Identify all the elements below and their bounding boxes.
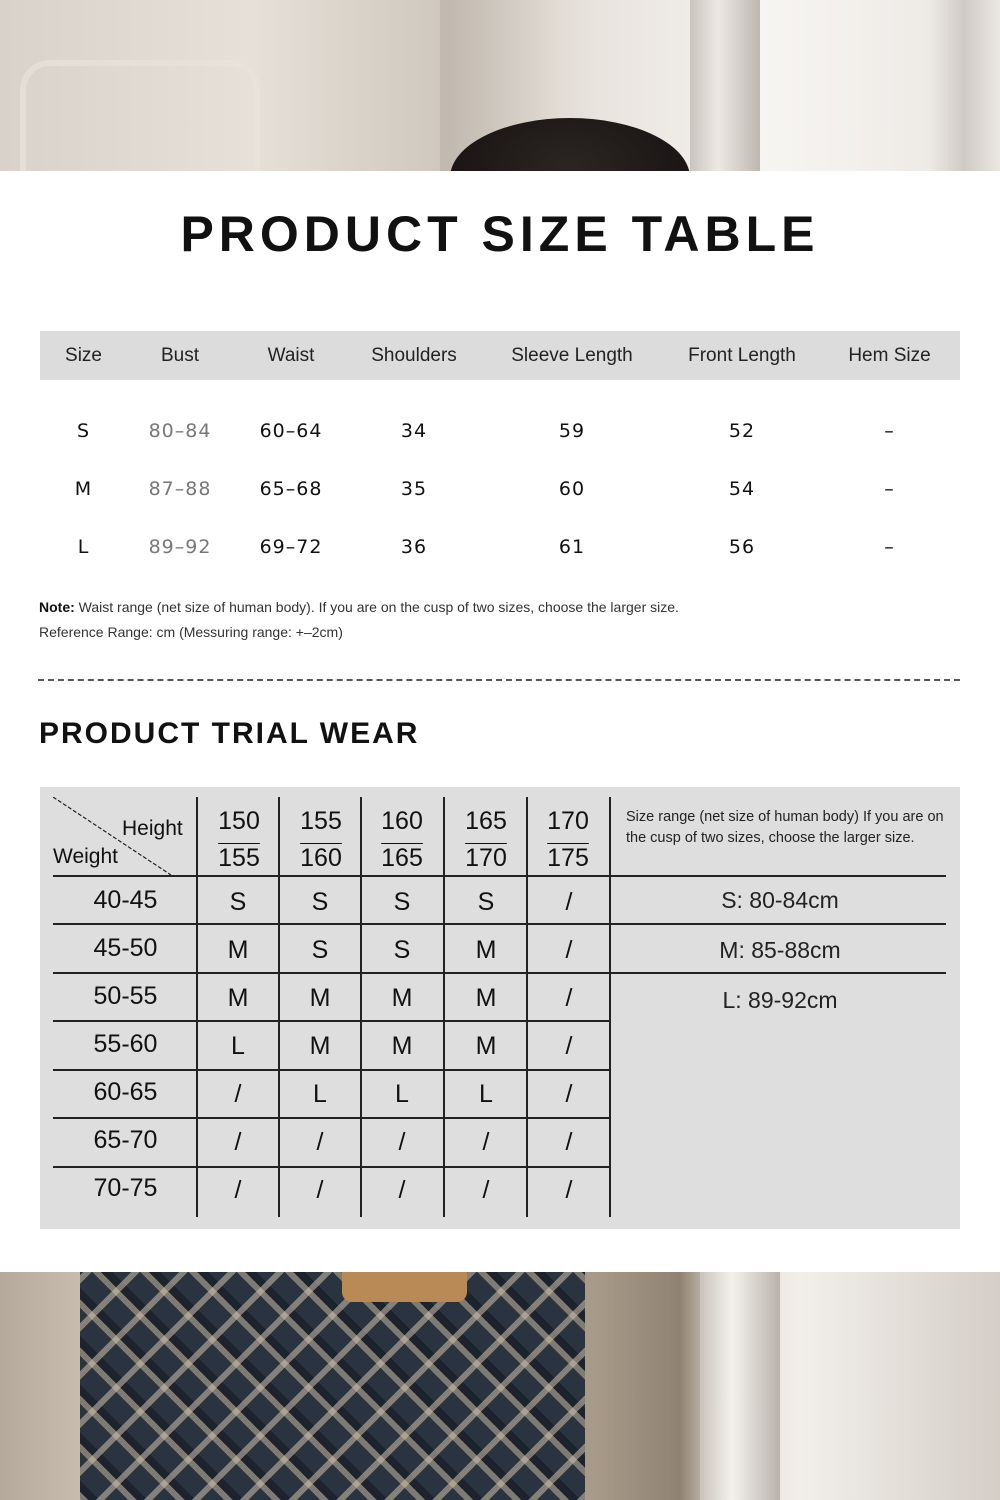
height-to: 155 bbox=[218, 844, 260, 872]
size-cell: / bbox=[565, 984, 573, 1012]
weight-cell: 70-75 bbox=[93, 1174, 158, 1202]
size-cell: M bbox=[475, 984, 497, 1012]
grid-line bbox=[53, 1020, 610, 1022]
height-to: 165 bbox=[381, 844, 423, 872]
height-label: Height bbox=[122, 817, 183, 840]
size-cell: S bbox=[393, 936, 411, 964]
size-cell: M bbox=[227, 984, 249, 1012]
size-cell: L bbox=[395, 1080, 409, 1108]
header-shoulders: Shoulders bbox=[371, 344, 457, 366]
size-cell: L bbox=[313, 1080, 327, 1108]
page-title: PRODUCT SIZE TABLE bbox=[180, 206, 820, 262]
grid-line bbox=[53, 1166, 610, 1168]
header-front-length: Front Length bbox=[688, 344, 796, 366]
size-cell: L bbox=[231, 1032, 245, 1060]
cell-bust: 87–88 bbox=[148, 478, 212, 500]
size-cell: S bbox=[311, 936, 329, 964]
weight-cell: 55-60 bbox=[93, 1030, 158, 1058]
size-cell: / bbox=[234, 1080, 242, 1108]
height-column-header bbox=[280, 803, 362, 877]
model-photo-top bbox=[0, 0, 1000, 171]
cell-hem-size: – bbox=[884, 478, 895, 500]
size-cell: S bbox=[477, 888, 495, 916]
header-size: Size bbox=[65, 344, 102, 366]
model-photo-bottom bbox=[0, 1272, 1000, 1500]
cell-waist: 60–64 bbox=[259, 420, 323, 442]
grid-line bbox=[53, 1117, 610, 1119]
header-bust: Bust bbox=[160, 344, 200, 366]
size-cell: / bbox=[398, 1128, 406, 1156]
height-column-header bbox=[445, 803, 527, 877]
size-cell: M bbox=[391, 1032, 413, 1060]
size-table bbox=[40, 331, 960, 576]
height-from: 155 bbox=[300, 807, 342, 835]
height-to: 170 bbox=[465, 844, 507, 872]
weight-cell: 60-65 bbox=[93, 1078, 158, 1106]
cell-sleeve-length: 61 bbox=[558, 536, 586, 558]
size-cell: M bbox=[475, 936, 497, 964]
height-from: 160 bbox=[381, 807, 423, 835]
grid-line bbox=[53, 875, 946, 877]
grid-line bbox=[53, 972, 946, 974]
section-title: PRODUCT TRIAL WEAR bbox=[39, 717, 420, 750]
size-cell: S bbox=[311, 888, 329, 916]
cell-hem-size: – bbox=[884, 420, 895, 442]
window-frame bbox=[690, 0, 760, 171]
door-post bbox=[700, 1272, 780, 1500]
size-cell: / bbox=[234, 1176, 242, 1204]
size-range-note: Size range (net size of human body) If you are on the cusp of two sizes, choose the larger size. bbox=[626, 809, 944, 846]
size-cell: / bbox=[316, 1176, 324, 1204]
header-waist: Waist bbox=[267, 344, 315, 366]
size-cell: / bbox=[482, 1128, 490, 1156]
cell-size: L bbox=[77, 536, 90, 558]
note-text: Waist range (net size of human body). If you are on the cusp of two sizes, choose the larger size. bbox=[74, 599, 679, 615]
size-cell: / bbox=[565, 1128, 573, 1156]
header-sleeve-length: Sleeve Length bbox=[511, 344, 633, 366]
size-cell: M bbox=[227, 936, 249, 964]
cell-shoulders: 34 bbox=[400, 420, 428, 442]
window-light bbox=[760, 0, 1000, 171]
cell-bust: 80–84 bbox=[148, 420, 212, 442]
cell-hem-size: – bbox=[884, 536, 895, 558]
size-cell: / bbox=[565, 936, 573, 964]
size-note bbox=[39, 595, 679, 645]
bust-range-l: L: 89-92cm bbox=[722, 987, 838, 1013]
weight-cell: 50-55 bbox=[93, 982, 158, 1010]
cell-front-length: 54 bbox=[728, 478, 756, 500]
cell-size: S bbox=[76, 420, 91, 442]
size-cell: / bbox=[482, 1176, 490, 1204]
height-from: 165 bbox=[465, 807, 507, 835]
cell-waist: 65–68 bbox=[259, 478, 323, 500]
weight-cell: 40-45 bbox=[93, 886, 158, 914]
cell-size: M bbox=[74, 478, 93, 500]
size-cell: / bbox=[316, 1128, 324, 1156]
trial-wear-grid bbox=[40, 787, 960, 1229]
handbag bbox=[342, 1272, 467, 1302]
cell-front-length: 56 bbox=[728, 536, 756, 558]
height-column-header bbox=[527, 803, 609, 877]
cell-shoulders: 35 bbox=[400, 478, 428, 500]
size-info-panel bbox=[0, 171, 1000, 1272]
size-cell: S bbox=[393, 888, 411, 916]
size-cell: / bbox=[398, 1176, 406, 1204]
note-label: Note: bbox=[39, 599, 75, 615]
cell-sleeve-length: 59 bbox=[558, 420, 586, 442]
size-cell: L bbox=[479, 1080, 493, 1108]
height-from: 150 bbox=[218, 807, 260, 835]
table-row bbox=[40, 518, 960, 576]
grid-line bbox=[53, 923, 946, 925]
size-cell: / bbox=[565, 1032, 573, 1060]
dashed-divider bbox=[38, 679, 960, 681]
size-cell: M bbox=[309, 1032, 331, 1060]
height-column-header bbox=[361, 803, 443, 877]
size-cell: M bbox=[309, 984, 331, 1012]
reference-range: Reference Range: cm (Messuring range: +–2cm) bbox=[39, 624, 343, 640]
grid-line bbox=[53, 1069, 610, 1071]
size-cell: / bbox=[565, 1080, 573, 1108]
weight-label: Weight bbox=[53, 845, 118, 868]
height-to: 160 bbox=[300, 844, 342, 872]
plaid-garment bbox=[80, 1272, 585, 1500]
size-cell: / bbox=[234, 1128, 242, 1156]
size-cell: S bbox=[229, 888, 247, 916]
weight-cell: 45-50 bbox=[93, 934, 158, 962]
cell-front-length: 52 bbox=[728, 420, 756, 442]
height-column-header bbox=[198, 803, 280, 877]
cell-waist: 69–72 bbox=[259, 536, 323, 558]
table-row bbox=[40, 402, 960, 460]
note-line bbox=[39, 595, 679, 620]
cell-sleeve-length: 60 bbox=[558, 478, 586, 500]
header-hem-size: Hem Size bbox=[848, 344, 931, 366]
size-cell: M bbox=[475, 1032, 497, 1060]
cell-shoulders: 36 bbox=[400, 536, 428, 558]
height-to: 175 bbox=[547, 844, 589, 872]
bust-range-s: S: 80-84cm bbox=[721, 887, 839, 913]
cell-bust: 89–92 bbox=[148, 536, 212, 558]
height-from: 170 bbox=[547, 807, 589, 835]
table-row bbox=[40, 460, 960, 518]
size-table-header bbox=[40, 331, 960, 380]
size-cell: / bbox=[565, 888, 573, 916]
size-cell: M bbox=[391, 984, 413, 1012]
bust-range-m: M: 85-88cm bbox=[719, 937, 841, 963]
background-door bbox=[20, 60, 260, 171]
weight-cell: 65-70 bbox=[93, 1126, 158, 1154]
size-cell: / bbox=[565, 1176, 573, 1204]
